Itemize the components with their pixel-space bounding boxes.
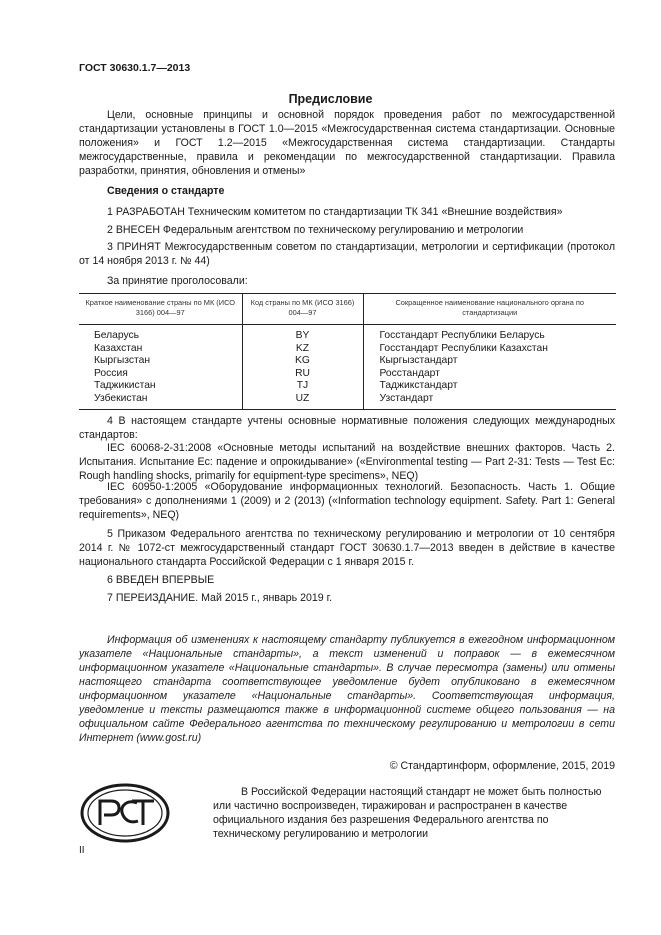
item-1: 1 РАЗРАБОТАН Техническим комитетом по стандартизации ТК 341 «Внешние воздействия» [107, 206, 563, 218]
item-6: 6 ВВЕДЕН ВПЕРВЫЕ [107, 574, 215, 586]
table-cell-code: KG [242, 355, 363, 368]
table-cell-body: Узстандарт [363, 393, 616, 410]
countries-table [79, 293, 616, 410]
legal-notice: В Российской Федерации настоящий стандарт не может быть полностью или частично воспроизведен, тиражирован и распространен в качестве официального издания без разрешения Федерального агентства по техническому регулированию и метрологии [213, 786, 602, 840]
rst-logo-icon [80, 783, 170, 843]
item-7: 7 ПЕРЕИЗДАНИЕ. Май 2015 г., январь 2019 г. [107, 592, 333, 604]
table-row [79, 393, 616, 410]
table-row [79, 355, 616, 368]
table-cell-country: Кыргызстан [94, 355, 151, 366]
item-3: 3 ПРИНЯТ Межгосударственным советом по стандартизации, метрологии и сертификации (протокол от 14 ноября 2013 г. № 44) [79, 241, 615, 267]
table-cell-country: Таджикистан [94, 380, 156, 391]
copyright-line: © Стандартинформ, оформление, 2015, 2019 [389, 760, 615, 772]
table-cell-body: Таджикстандарт [363, 380, 616, 393]
table-cell-code: UZ [242, 393, 363, 410]
page-number: II [79, 845, 85, 856]
table-row [79, 368, 616, 381]
table-cell-body: Госстандарт Республики Беларусь [363, 325, 616, 343]
table-row [79, 343, 616, 356]
vote-caption: За принятие проголосовали: [107, 275, 248, 287]
table-cell-code: RU [242, 368, 363, 381]
table-row [79, 380, 616, 393]
table-header-body: Сокращенное наименование национального органа по стандартизации [363, 294, 616, 325]
document-code-header: ГОСТ 30630.1.7—2013 [79, 62, 191, 74]
table-cell-code: KZ [242, 343, 363, 356]
item-5: 5 Приказом Федерального агентства по техническому регулированию и метрологии от 10 сентября 2014 г. № 1072-ст межгосударственный стандарт ГОСТ 30630.1.7—2013 введен в действие в качестве национального стандарта Российской Федерации с 1 января 2015 г. [79, 528, 615, 568]
item-4-standard-a: IEC 60068-2-31:2008 «Основные методы испытаний на воздействие внешних факторов. Часть 2. Испытания. Испытание Ec: падение и опрокидывание» («Environmental testing — Part 2-31: Tests — Test Ec: Rough handling shocks, primarily for equipment-type specimens», NEQ) [79, 442, 615, 482]
table-cell-country: Беларусь [94, 330, 140, 341]
table-header-row [79, 294, 616, 325]
table-header-code: Код страны по МК (ИСО 3166) 004—97 [242, 294, 363, 325]
section-title: Сведения о стандарте [107, 185, 225, 197]
table-header-country: Краткое наименование страны по МК (ИСО 3166) 004—97 [79, 294, 242, 325]
intro-paragraph: Цели, основные принципы и основной порядок проведения работ по межгосударственной стандартизации установлены в ГОСТ 1.0—2015 «Межгосударственная система стандартизации. Основные положения» и ГОСТ 1.2—2015 «Межгосударственная система стандартизации. Стандарты межгосударственные, правила и рекомендации по межгосударственной стандартизации. Правила разработки, принятия, обновления и отмены» [79, 109, 615, 177]
table-cell-body: Кыргызстандарт [363, 355, 616, 368]
item-4: 4 В настоящем стандарте учтены основные нормативные положения следующих международных стандартов: [79, 415, 615, 441]
item-4-standard-b: IEC 60950-1:2005 «Оборудование информационных технологий. Безопасность. Часть 1. Общие требования» с дополнениями 1 (2009) и 2 (2013) («Information technology equipment. Safety. Part 1: General requirements», NEQ) [79, 481, 615, 521]
page-title: Предисловие [288, 92, 373, 106]
table-cell-country: Казахстан [94, 342, 143, 354]
table-cell-body: Росстандарт [363, 368, 616, 381]
table-cell-country: Россия [94, 367, 128, 379]
table-cell-code: TJ [242, 380, 363, 393]
table-row [79, 325, 616, 343]
info-note: Информация об изменениях к настоящему стандарту публикуется в ежегодном информационном указателе «Национальные стандарты», а текст изменений и поправок — в ежемесячном информационном указателе «Национальные стандарты». В случае пересмотра (замены) или отмены настоящего стандарта соответствующее уведомление будет опубликовано в ежемесячном информационном указателе «Национальные стандарты». Соответствующая информация, уведомление и тексты размещаются также в информационной системе общего пользования — на официальном сайте Федерального агентства по техническому регулированию и метрологии в сети Интернет (www.gost.ru) [79, 634, 615, 744]
table-cell-country: Узбекистан [94, 392, 148, 404]
table-cell-code: BY [242, 325, 363, 343]
table-cell-body: Госстандарт Республики Казахстан [363, 343, 616, 356]
item-2: 2 ВНЕСЕН Федеральным агентством по техническому регулированию и метрологии [107, 224, 524, 236]
